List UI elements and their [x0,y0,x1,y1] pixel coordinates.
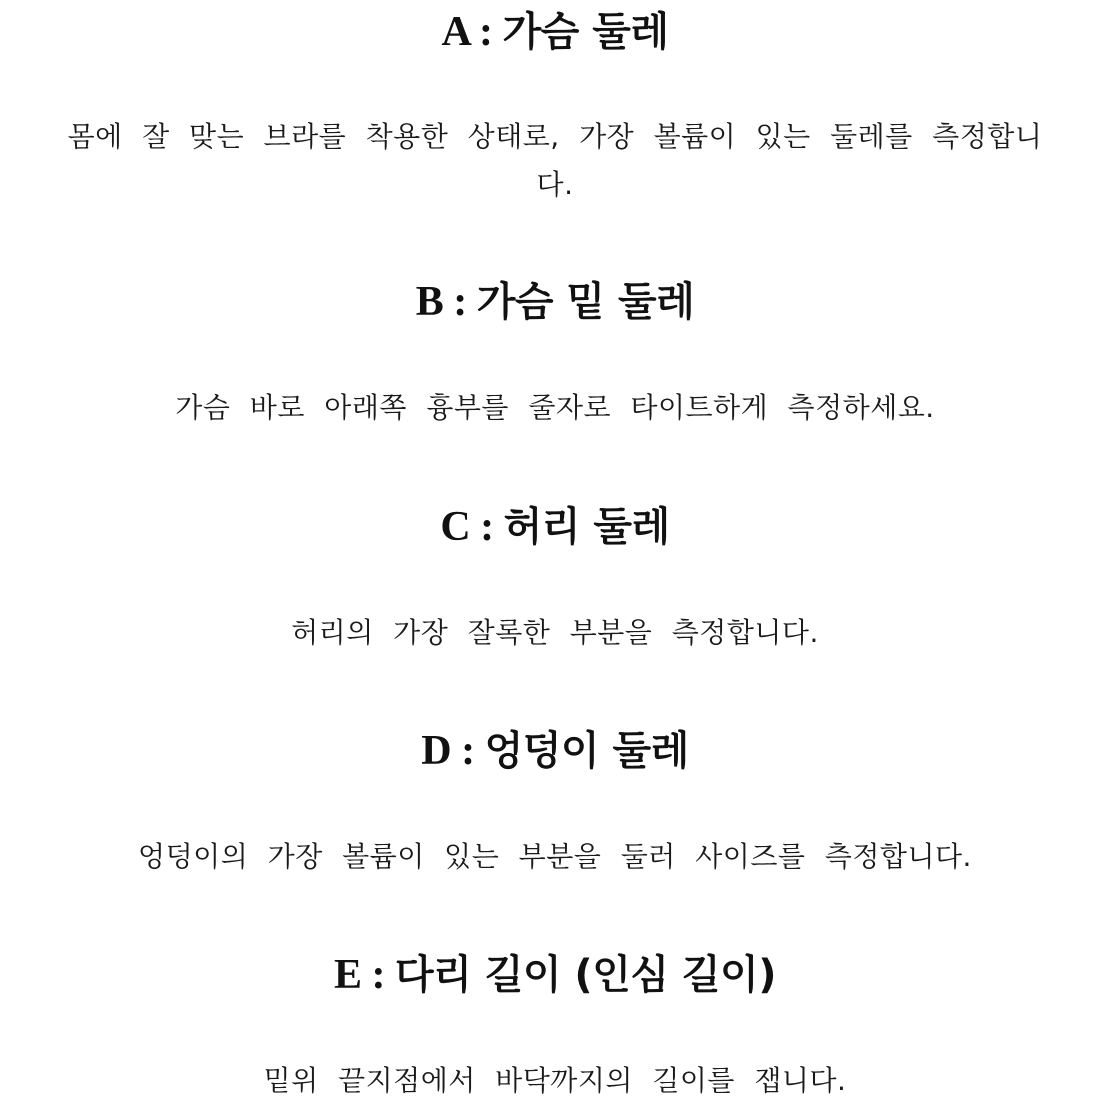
section-b-title: 가슴 밑 둘레 [476,279,695,325]
section-d-separator: : [451,728,485,774]
section-d-letter: D [421,728,452,774]
section-e-letter: E [334,952,362,998]
section-a-separator: : [469,9,503,55]
section-b-letter: B [415,279,444,325]
section-e-separator: : [361,952,396,998]
section-c-letter: C [440,504,471,550]
section-b-description: 가슴 바로 아래쪽 흉부를 줄자로 타이트하게 측정하세요. [175,391,935,424]
section-b-separator: : [443,279,477,325]
section-d-title: 엉덩이 둘레 [484,728,689,774]
section-e-description: 밑위 끝지점에서 바닥까지의 길이를 잽니다. [263,1064,847,1097]
section-c-heading [0,503,1110,551]
section-a-letter: A [441,9,469,55]
section-e-heading [0,951,1110,999]
section-e-title: 다리 길이 (인심 길이) [395,952,776,998]
section-d-description: 엉덩이의 가장 볼륨이 있는 부분을 둘러 사이즈를 측정합니다. [138,840,972,873]
section-c-description: 허리의 가장 잘록한 부분을 측정합니다. [291,616,819,649]
section-c-separator: : [470,504,504,550]
section-c-title: 허리 둘레 [503,504,670,550]
section-b-heading [0,278,1110,326]
section-a-heading [0,8,1110,56]
section-d-heading [0,727,1110,775]
section-a-description: 몸에 잘 맞는 브라를 착용한 상태로, 가장 볼륨이 있는 둘레를 측정합니다. [67,120,1043,201]
section-a-title: 가슴 둘레 [502,9,669,55]
